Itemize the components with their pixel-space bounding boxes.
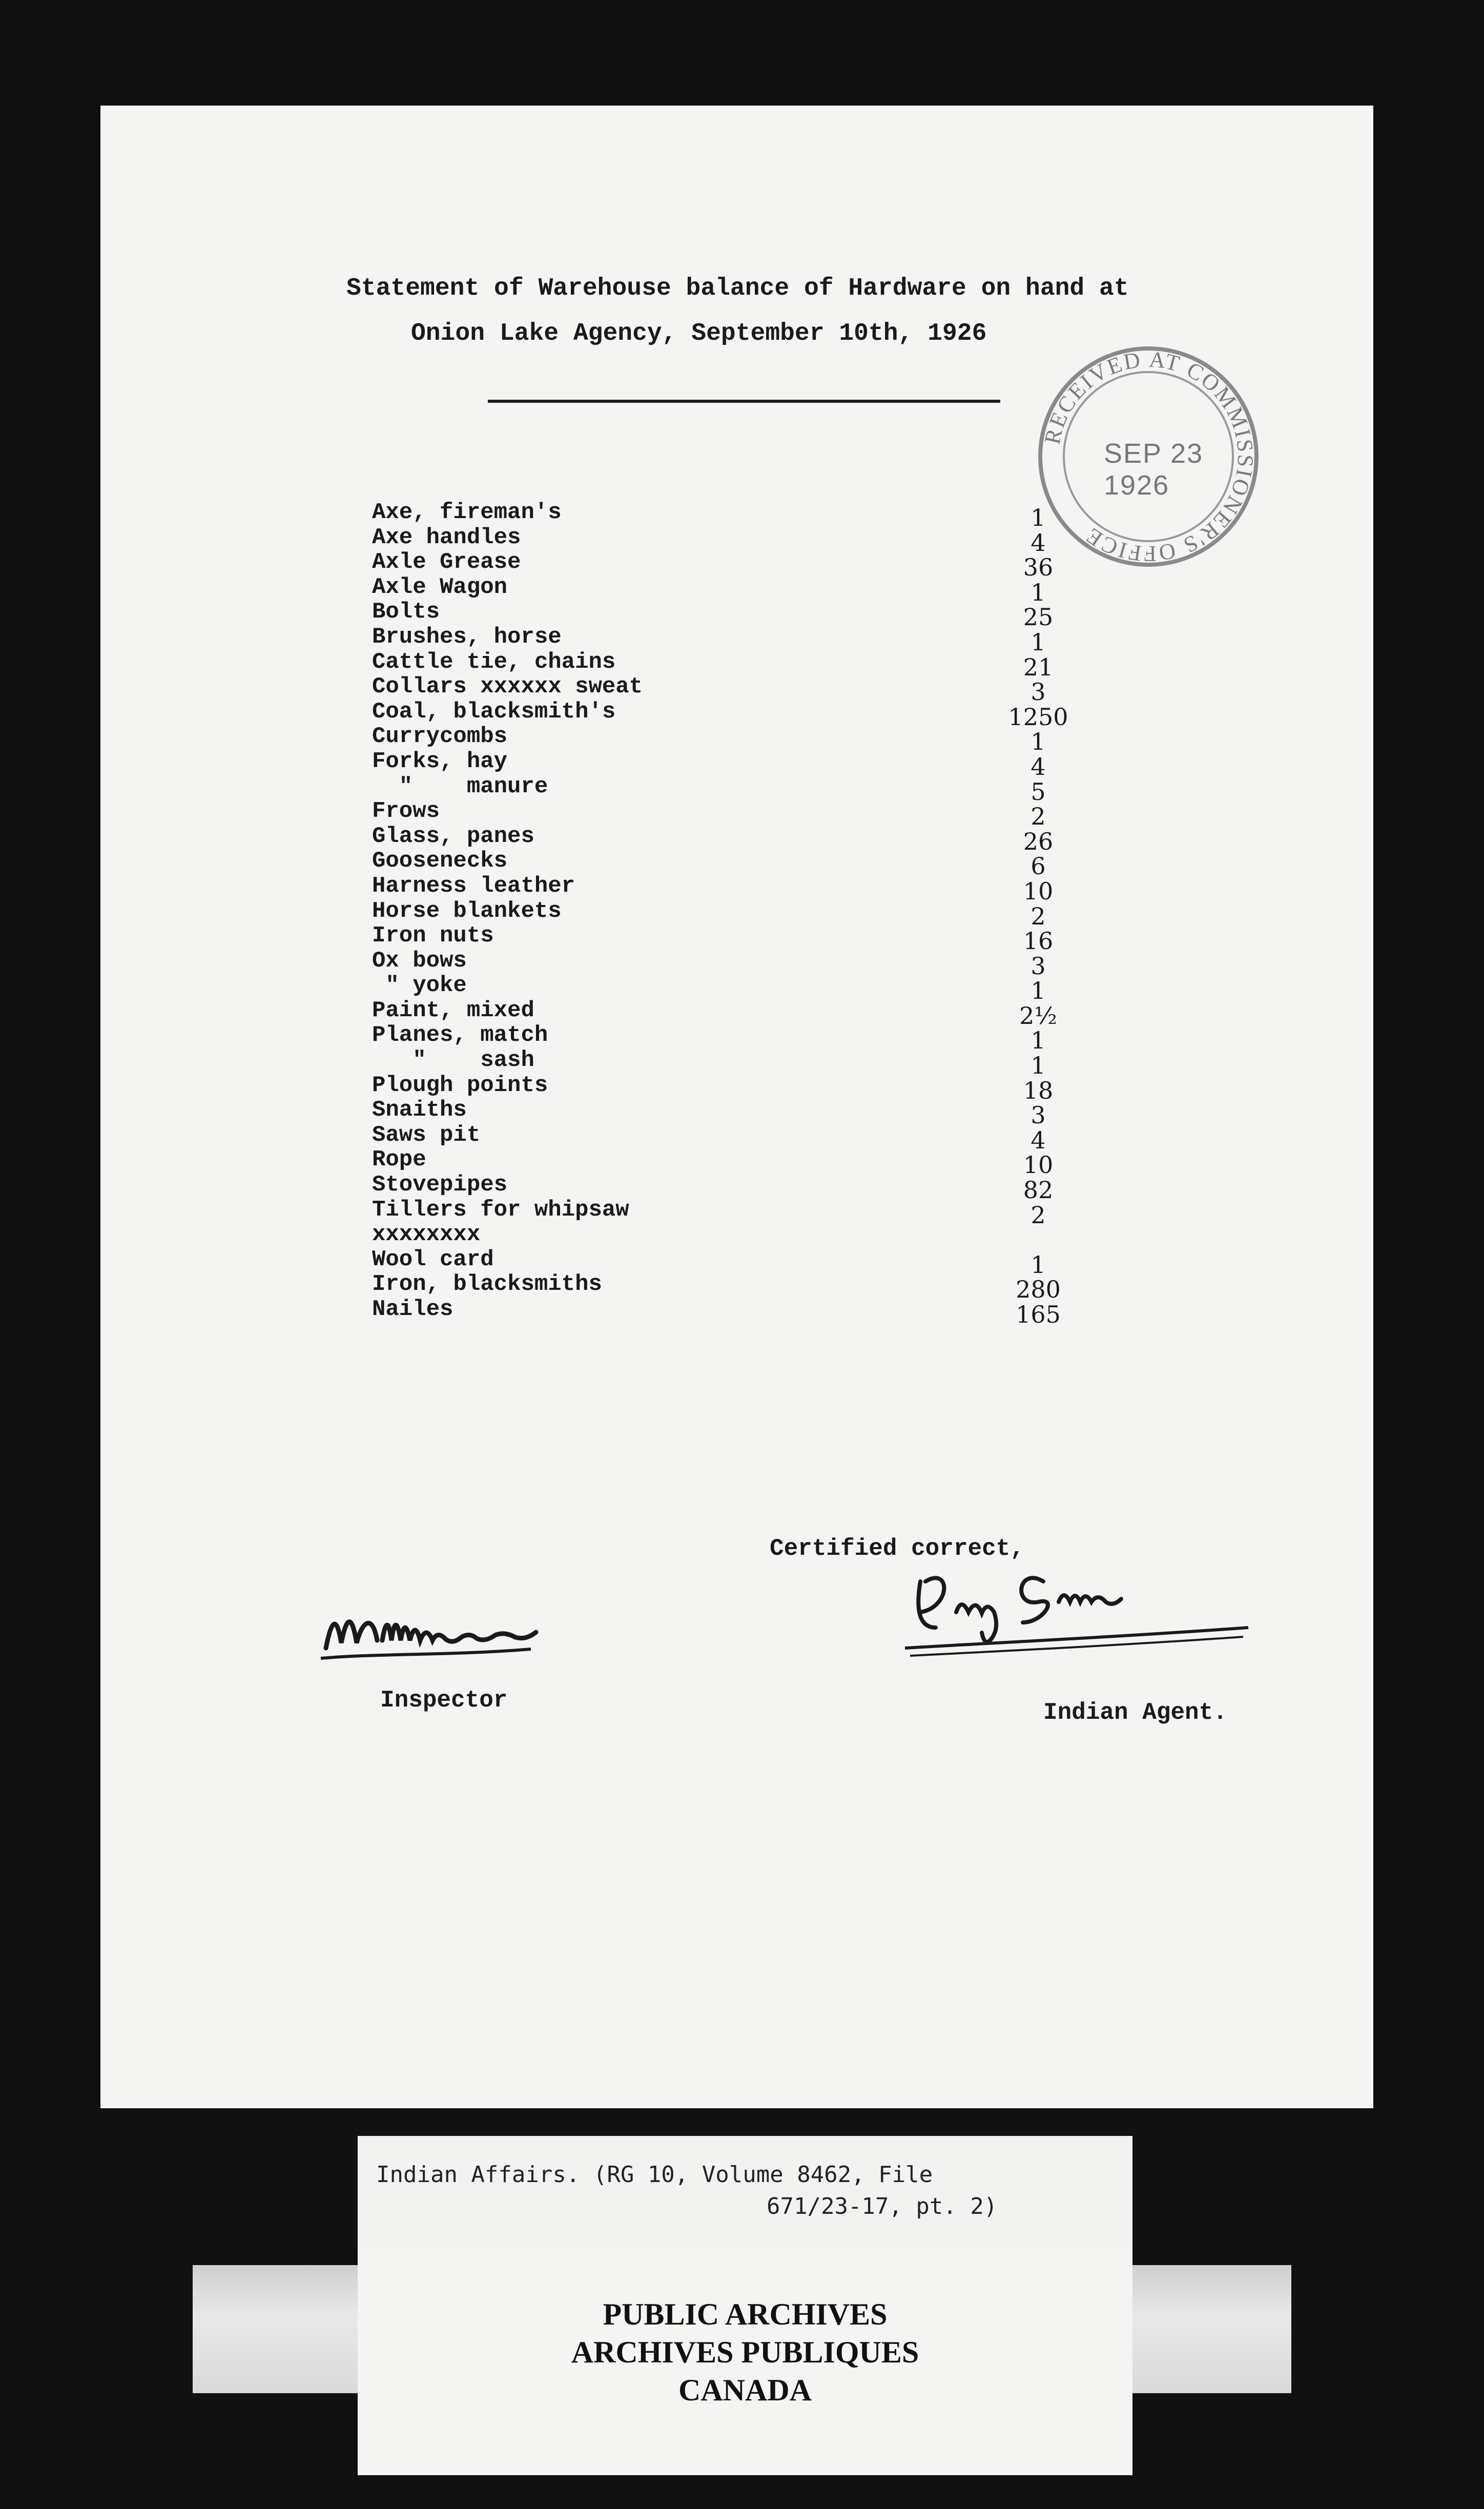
inventory-row	[372, 773, 1046, 806]
item-quantity: 1	[1030, 628, 1046, 656]
inventory-row	[372, 549, 1054, 582]
item-quantity: 1250	[1008, 703, 1068, 731]
item-quantity: 10	[1023, 1151, 1054, 1179]
inventory-row	[372, 798, 1046, 831]
inventory-row	[372, 698, 1068, 731]
item-quantity: 25	[1023, 603, 1054, 631]
item-name: Snaiths	[372, 1097, 467, 1123]
item-quantity: 5	[1030, 777, 1046, 806]
item-name: Cattle tie, chains	[372, 649, 616, 675]
item-name: Horse blankets	[372, 898, 562, 924]
inventory-row	[372, 848, 1046, 880]
item-name: Wool card	[372, 1246, 494, 1272]
item-name: Planes, match	[372, 1022, 548, 1048]
archive-reference-line1: Indian Affairs. (RG 10, Volume 8462, File	[376, 2162, 933, 2188]
inventory-row	[372, 1172, 1054, 1204]
item-name: Glass, panes	[372, 823, 534, 849]
inventory-row	[372, 973, 1046, 1005]
document-title-line1: Statement of Warehouse balance of Hardware on hand at	[346, 275, 1129, 302]
document-title-line2: Onion Lake Agency, September 10th, 1926	[411, 320, 987, 347]
item-quantity: 82	[1023, 1176, 1054, 1204]
agent-signature	[890, 1551, 1259, 1674]
inventory-row	[372, 599, 1054, 631]
inventory-row	[372, 1022, 1046, 1055]
item-name: Harness leather	[372, 873, 575, 899]
item-name: Axe handles	[372, 524, 521, 550]
inventory-row	[372, 649, 1054, 681]
item-quantity: 4	[1030, 752, 1046, 780]
inventory-row	[372, 624, 1046, 656]
inventory-row	[372, 1297, 1061, 1328]
item-name: Forks, hay	[372, 748, 508, 774]
item-name: Coal, blacksmith's	[372, 698, 616, 725]
item-quantity: 1	[1030, 1026, 1046, 1055]
item-name: Axle Wagon	[372, 574, 508, 600]
item-name: " manure	[372, 773, 548, 799]
item-name: Axe, fireman's	[372, 500, 562, 525]
item-name: Stovepipes	[372, 1172, 508, 1198]
item-name: Collars xxxxxx sweat	[372, 674, 643, 700]
item-quantity: 2	[1030, 803, 1046, 831]
svg-text:RECEIVED AT COMMISSIONER'S OFF: RECEIVED AT COMMISSIONER'S OFFICE	[1039, 346, 1259, 567]
item-quantity: 18	[1023, 1076, 1054, 1104]
archive-stamp-line3: CANADA	[678, 2373, 812, 2407]
archive-stamp-line2: ARCHIVES PUBLIQUES	[571, 2335, 919, 2369]
inspector-signature	[316, 1592, 603, 1674]
item-name: Brushes, horse	[372, 624, 562, 650]
item-name: Rope	[372, 1147, 426, 1173]
item-name: Axle Grease	[372, 549, 521, 575]
item-quantity: 16	[1023, 927, 1054, 955]
document-page	[100, 106, 1373, 2108]
item-quantity: 2	[1030, 902, 1046, 930]
item-name: Iron nuts	[372, 923, 494, 949]
item-name: Saws pit	[372, 1122, 481, 1148]
item-quantity: 1	[1030, 728, 1046, 756]
inventory-row	[372, 574, 1046, 606]
item-quantity: 3	[1030, 952, 1046, 980]
item-quantity: 1	[1030, 977, 1046, 1005]
item-quantity: 165	[1016, 1301, 1061, 1328]
item-name: Currycombs	[372, 724, 508, 750]
item-name: Tillers for whipsaw	[372, 1197, 629, 1223]
inventory-row	[372, 748, 1046, 780]
item-quantity: 26	[1023, 827, 1054, 855]
inventory-row	[372, 898, 1046, 930]
inventory-row	[372, 997, 1057, 1030]
archive-stamp-card	[358, 2250, 1132, 2475]
inventory-row	[372, 724, 1046, 756]
inventory-row	[372, 873, 1054, 905]
inventory-row	[372, 674, 1046, 706]
item-name: Goosenecks	[372, 848, 508, 874]
item-quantity: 2½	[1019, 1001, 1057, 1030]
item-quantity: 4	[1030, 528, 1046, 557]
inventory-row	[372, 1072, 1054, 1104]
item-name: " yoke	[372, 973, 467, 999]
inventory-row	[372, 1271, 1061, 1304]
item-name: Plough points	[372, 1072, 548, 1098]
archive-reference-line2: 671/23-17, pt. 2)	[767, 2193, 998, 2219]
agent-label: Indian Agent.	[1043, 1699, 1227, 1726]
item-name: Paint, mixed	[372, 997, 534, 1023]
item-quantity: 1	[1030, 504, 1046, 531]
item-quantity: 21	[1023, 653, 1054, 681]
inventory-row	[372, 524, 1046, 557]
item-quantity: 36	[1023, 553, 1054, 582]
item-name: " sash	[372, 1047, 534, 1074]
item-name: Frows	[372, 798, 440, 825]
title-underline	[488, 400, 1000, 403]
item-quantity: 6	[1030, 852, 1046, 880]
item-quantity: 2	[1030, 1201, 1046, 1229]
item-name: Bolts	[372, 599, 440, 625]
item-name: Ox bows	[372, 948, 467, 974]
inventory-row	[372, 1246, 1046, 1279]
item-quantity: 1	[1030, 578, 1046, 606]
item-quantity: 1	[1030, 1052, 1046, 1080]
inventory-list	[372, 500, 1068, 1328]
inventory-row	[372, 1197, 1046, 1229]
inventory-row	[372, 1122, 1046, 1154]
item-quantity: 3	[1030, 678, 1046, 706]
inventory-row	[372, 923, 1054, 955]
inspector-label: Inspector	[380, 1687, 508, 1714]
item-quantity: 1	[1030, 1250, 1046, 1279]
certified-text: Certified correct,	[770, 1535, 1024, 1562]
inventory-row	[372, 1222, 1038, 1247]
inventory-row	[372, 1047, 1046, 1080]
inventory-row	[372, 948, 1046, 980]
item-quantity: 3	[1030, 1101, 1046, 1129]
inventory-row	[372, 1147, 1054, 1179]
archive-stamp-line1: PUBLIC ARCHIVES	[603, 2297, 888, 2331]
stamp-date: SEP 23 1926	[1104, 438, 1204, 501]
item-quantity: 10	[1023, 877, 1054, 905]
item-quantity: 280	[1016, 1276, 1061, 1304]
inventory-row	[372, 823, 1054, 855]
inventory-row	[372, 1097, 1046, 1129]
inventory-row	[372, 500, 1046, 531]
item-name: Nailes	[372, 1297, 454, 1322]
item-name: Iron, blacksmiths	[372, 1271, 602, 1298]
item-name: xxxxxxxx	[372, 1222, 481, 1248]
item-quantity: 4	[1030, 1126, 1046, 1154]
